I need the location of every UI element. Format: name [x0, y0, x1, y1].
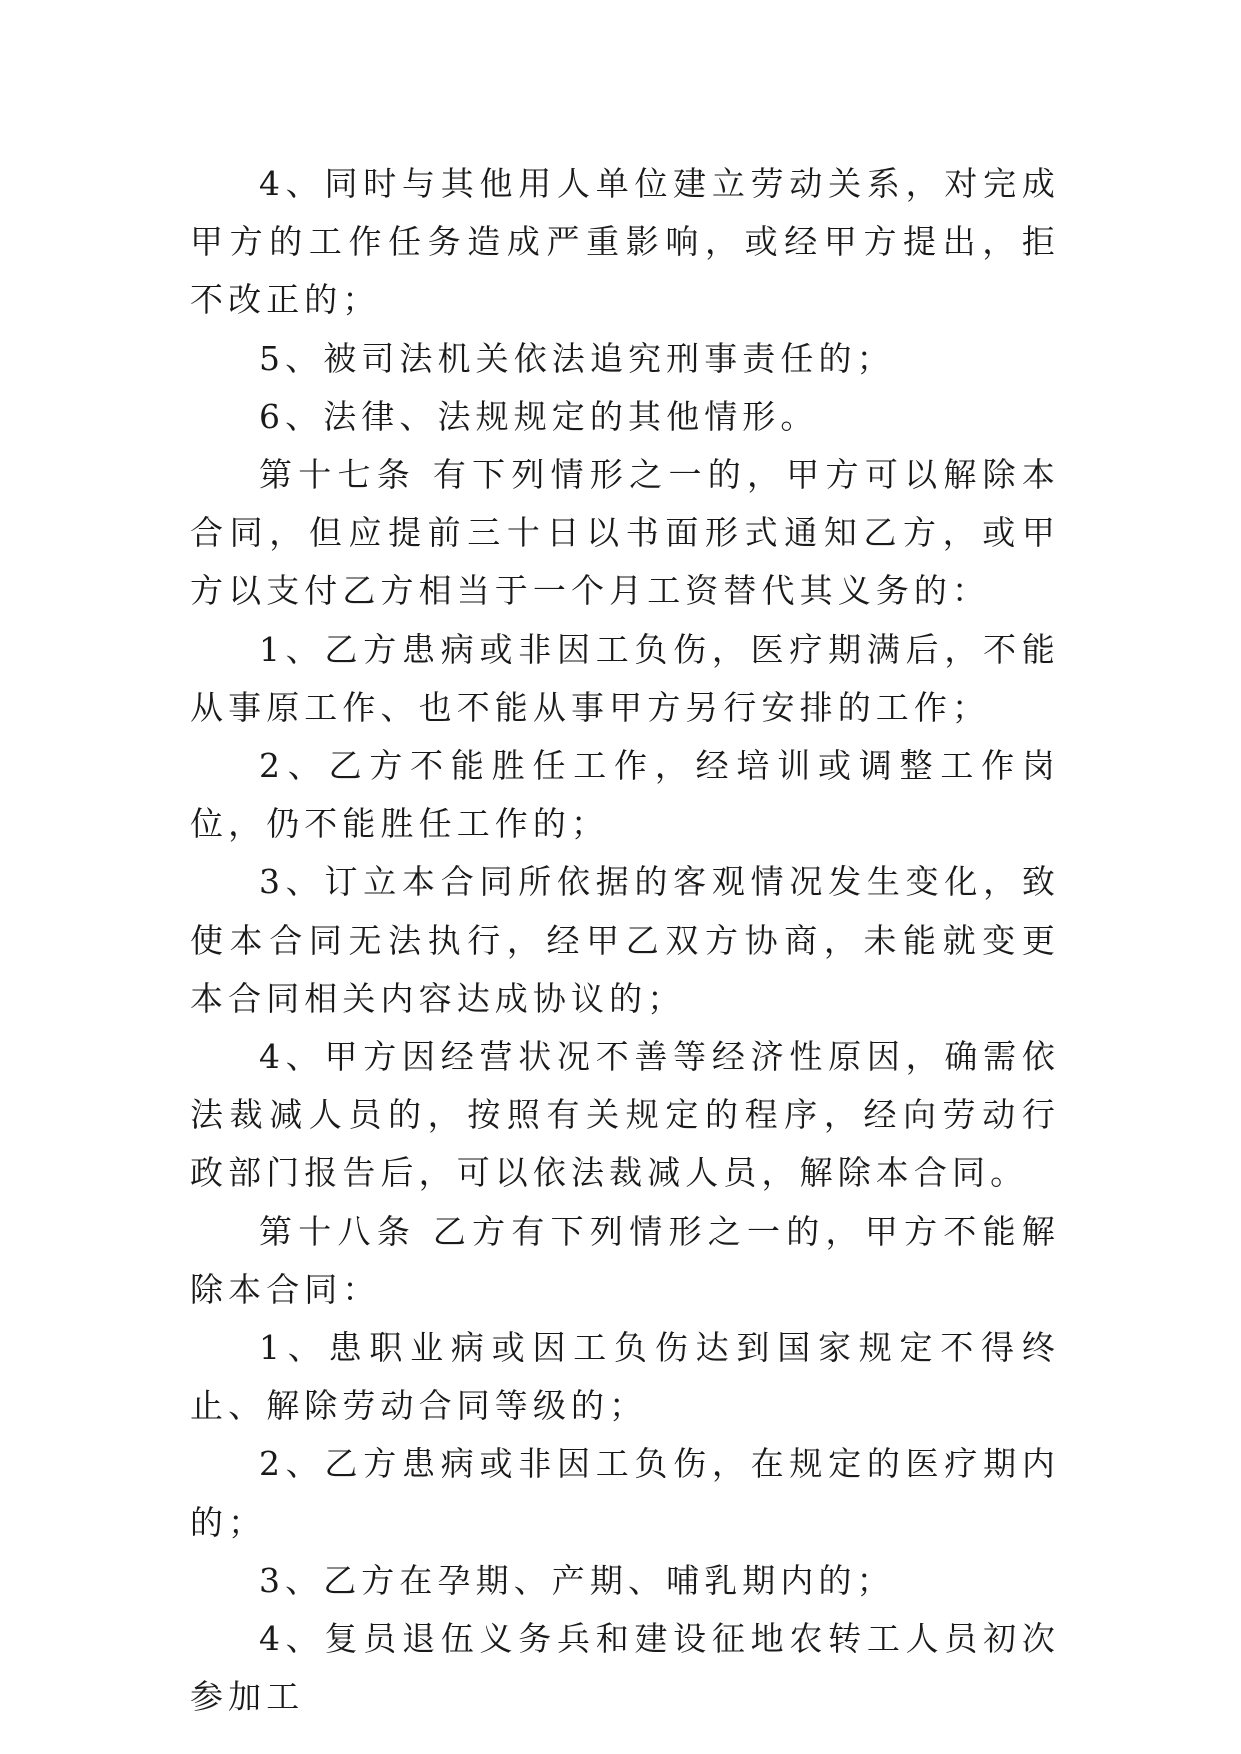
paragraph-article-17: 第十七条 有下列情形之一的，甲方可以解除本合同，但应提前三十日以书面形式通知乙方，或甲方以支付乙方相当于一个月工资替代其义务的：: [190, 455, 1060, 611]
paragraph-clause-16-item-4: 4、同时与其他用人单位建立劳动关系，对完成甲方的工作任务造成严重影响，或经甲方提出，拒不改正的；: [190, 164, 1060, 320]
paragraph-article-17-item-2: 2、乙方不能胜任工作，经培训或调整工作岗位，仍不能胜任工作的；: [190, 746, 1060, 844]
paragraph-article-18: 第十八条 乙方有下列情形之一的，甲方不能解除本合同：: [190, 1211, 1060, 1309]
paragraph-clause-16-item-6: 6、法律、法规规定的其他情形。: [259, 396, 819, 436]
paragraph-article-17-item-4: 4、甲方因经营状况不善等经济性原因，确需依法裁减人员的，按照有关规定的程序，经向劳动行政部门报告后，可以依法裁减人员，解除本合同。: [190, 1037, 1060, 1193]
document-body: [190, 155, 1060, 1726]
paragraph-article-18-item-2: 2、乙方患病或非因工负伤，在规定的医疗期内的；: [190, 1444, 1060, 1542]
paragraph-clause-16-item-5: 5、被司法机关依法追究刑事责任的；: [259, 338, 895, 378]
paragraph-article-17-item-1: 1、乙方患病或非因工负伤，医疗期满后，不能从事原工作、也不能从事甲方另行安排的工作；: [190, 629, 1060, 727]
paragraph-article-18-item-3: 3、乙方在孕期、产期、哺乳期内的；: [259, 1560, 895, 1600]
paragraph-article-18-item-1: 1、患职业病或因工负伤达到国家规定不得终止、解除劳动合同等级的；: [190, 1328, 1060, 1426]
paragraph-article-18-item-4: 4、复员退伍义务兵和建设征地农转工人员初次参加工: [190, 1619, 1060, 1717]
paragraph-article-17-item-3: 3、订立本合同所依据的客观情况发生变化，致使本合同无法执行，经甲乙双方协商，未能就变更本合同相关内容达成协议的；: [190, 862, 1060, 1018]
